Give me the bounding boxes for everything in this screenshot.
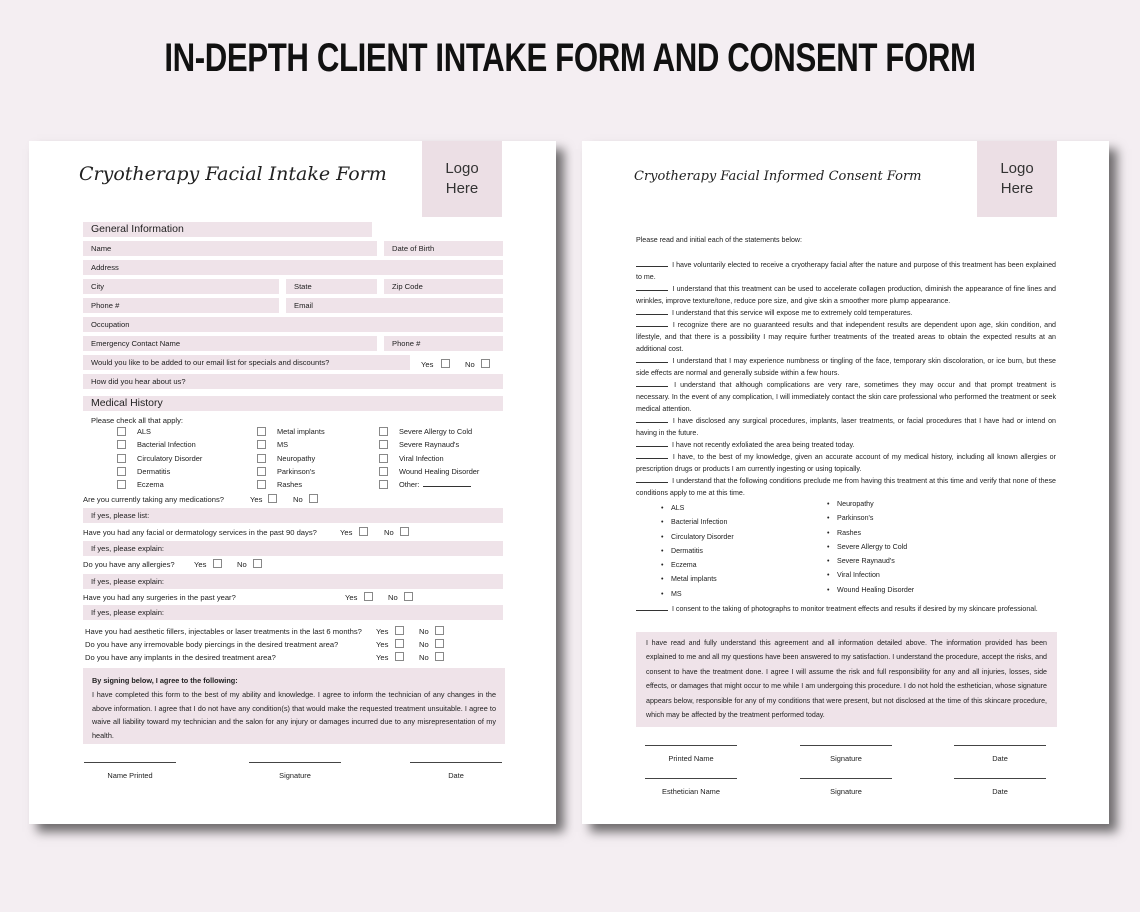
initial-line[interactable] xyxy=(636,259,668,267)
initial-line[interactable] xyxy=(636,319,668,327)
intake-form-title: Cryotherapy Facial Intake Form xyxy=(79,163,387,185)
client-date-label: Date xyxy=(992,754,1008,763)
surgeries-no-label: No xyxy=(388,593,398,602)
list-item: • Parkinson's xyxy=(837,511,914,525)
initial-line[interactable] xyxy=(636,603,668,611)
consent-statement-10: I understand that the following conditions preclude me from having this treatment at this time and verify that none of these conditions apply to me at this time. xyxy=(636,477,1056,497)
list-item: • Severe Allergy to Cold xyxy=(837,540,914,554)
consent-form-page xyxy=(582,141,1109,824)
services-no-checkbox[interactable] xyxy=(400,527,409,536)
condition-checkbox[interactable] xyxy=(257,480,266,489)
consent-logo-placeholder: Logo Here xyxy=(977,141,1057,217)
condition-checkbox[interactable] xyxy=(379,467,388,476)
initial-line[interactable] xyxy=(636,307,668,315)
allergies-question: Do you have any allergies? xyxy=(83,560,175,569)
signature-label: Signature xyxy=(279,771,311,780)
condition-severe-raynauds[interactable]: Severe Raynaud's xyxy=(399,440,459,449)
fillers-no-label: No xyxy=(419,627,429,636)
list-item: • Eczema xyxy=(671,558,734,572)
city-field[interactable]: City xyxy=(83,279,279,294)
check-all-label: Please check all that apply: xyxy=(91,416,184,425)
allergies-explain-field[interactable]: If yes, please explain: xyxy=(83,574,503,589)
condition-checkbox[interactable] xyxy=(117,454,126,463)
condition-checkbox[interactable] xyxy=(257,454,266,463)
consent-statement-2: I understand that this treatment can be used to accelerate collagen production, diminish the appearance of fine lines and wrinkles, improve texture/tone, reduce pore size, and give skin a smoother more plump appearance. xyxy=(636,285,1056,305)
list-item: • Viral Infection xyxy=(837,568,914,582)
surgeries-yes-label: Yes xyxy=(345,593,358,602)
consent-form-title: Cryotherapy Facial Informed Consent Form xyxy=(634,169,922,184)
allergies-yes-checkbox[interactable] xyxy=(213,559,222,568)
general-information-heading: General Information xyxy=(83,222,372,237)
piercings-no-label: No xyxy=(419,640,429,649)
consent-statement-6: I understand that although complications are very rare, sometimes they may occur and that prompt treatment is necessary. In the event of any complication, I will immediately contact the skin care professional who performed the treatment or seek medical attention. xyxy=(636,381,1056,413)
conditions-list-left xyxy=(671,501,734,601)
esthetician-name-label: Esthetician Name xyxy=(662,787,720,796)
date-label: Date xyxy=(448,771,464,780)
list-item: • Metal implants xyxy=(671,572,734,586)
condition-neuropathy[interactable]: Neuropathy xyxy=(277,454,315,463)
initial-line[interactable] xyxy=(636,355,668,363)
initial-line[interactable] xyxy=(636,415,668,423)
name-printed-line[interactable] xyxy=(84,762,176,763)
zip-field[interactable]: Zip Code xyxy=(384,279,503,294)
services-yes-label: Yes xyxy=(340,528,353,537)
esthetician-name-line[interactable] xyxy=(645,778,737,779)
implants-yes-checkbox[interactable] xyxy=(395,652,404,661)
condition-wound-healing[interactable]: Wound Healing Disorder xyxy=(399,467,479,476)
fillers-yes-checkbox[interactable] xyxy=(395,626,404,635)
condition-checkbox[interactable] xyxy=(379,440,388,449)
allergies-yes-label: Yes xyxy=(194,560,207,569)
address-field[interactable]: Address xyxy=(83,260,503,275)
medications-question: Are you currently taking any medications? xyxy=(83,495,224,504)
list-item: • Rashes xyxy=(837,526,914,540)
initial-line[interactable] xyxy=(636,283,668,291)
list-item: • Dermatitis xyxy=(671,544,734,558)
email-field[interactable]: Email xyxy=(286,298,503,313)
piercings-yes-checkbox[interactable] xyxy=(395,639,404,648)
client-signature-label: Signature xyxy=(830,754,862,763)
condition-checkbox[interactable] xyxy=(117,480,126,489)
email-list-yes-checkbox[interactable] xyxy=(441,359,450,368)
page-headline: IN-DEPTH CLIENT INTAKE FORM AND CONSENT FORM xyxy=(164,36,976,80)
services-explain-field[interactable]: If yes, please explain: xyxy=(83,541,503,556)
initial-line[interactable] xyxy=(636,475,668,483)
consent-statement-1: I have voluntarily elected to receive a cryotherapy facial after the nature and purpose of this treatment has been explained to me. xyxy=(636,261,1056,281)
condition-als[interactable]: ALS xyxy=(137,427,151,436)
hear-about-us-field[interactable]: How did you hear about us? xyxy=(83,374,503,389)
fillers-no-checkbox[interactable] xyxy=(435,626,444,635)
conditions-checklist xyxy=(121,427,541,497)
medications-yes-label: Yes xyxy=(250,495,263,504)
surgeries-no-checkbox[interactable] xyxy=(404,592,413,601)
email-list-question: Would you like to be added to our email list for specials and discounts? xyxy=(83,355,410,370)
fillers-yes-label: Yes xyxy=(376,627,389,636)
list-item: • Severe Raynaud's xyxy=(837,554,914,568)
email-list-no-checkbox[interactable] xyxy=(481,359,490,368)
client-signature-line[interactable] xyxy=(800,745,892,746)
list-item: • Neuropathy xyxy=(837,497,914,511)
agreement-text: I have completed this form to the best of my ability and knowledge. I agree to inform the technician of any changes in the above information. I agree that I do not have any condition(s) that would make the requested treatment unsuitable. I agree to waive all liability toward my technician and the salon for any injury or damages incurred due to any misrepresentation of my health. xyxy=(92,689,496,741)
printed-name-label: Printed Name xyxy=(668,754,714,763)
medications-list-field[interactable]: If yes, please list: xyxy=(83,508,503,523)
services-question: Have you had any facial or dermatology services in the past 90 days? xyxy=(83,528,317,537)
condition-checkbox[interactable] xyxy=(117,467,126,476)
initial-line[interactable] xyxy=(636,379,668,387)
consent-statement-7: I have disclosed any surgical procedures, implants, laser treatments, or facial procedures that I have had or intend on having in the future. xyxy=(636,417,1056,437)
services-yes-checkbox[interactable] xyxy=(359,527,368,536)
list-item: • ALS xyxy=(671,501,734,515)
services-no-label: No xyxy=(384,528,394,537)
list-item: • MS xyxy=(671,587,734,601)
esthetician-signature-line[interactable] xyxy=(800,778,892,779)
emergency-contact-field[interactable]: Emergency Contact Name xyxy=(83,336,377,351)
other-condition-line[interactable] xyxy=(423,486,471,487)
medical-history-heading: Medical History xyxy=(83,396,503,411)
surgeries-explain-field[interactable]: If yes, please explain: xyxy=(83,605,503,620)
name-printed-label: Name Printed xyxy=(107,771,153,780)
dob-field[interactable]: Date of Birth xyxy=(384,241,503,256)
surgeries-question: Have you had any surgeries in the past year? xyxy=(83,593,236,602)
consent-statement-9: I have, to the best of my knowledge, given an accurate account of my medical history, including all known allergies or prescription drugs or products I am currently ingesting or using topically. xyxy=(636,453,1056,473)
esthetician-date-label: Date xyxy=(992,787,1008,796)
list-item: • Bacterial Infection xyxy=(671,515,734,529)
initial-line[interactable] xyxy=(636,451,668,459)
condition-severe-allergy-cold[interactable]: Severe Allergy to Cold xyxy=(399,427,472,436)
signature-line[interactable] xyxy=(249,762,341,763)
condition-checkbox[interactable] xyxy=(257,440,266,449)
occupation-field[interactable]: Occupation xyxy=(83,317,503,332)
condition-parkinsons[interactable]: Parkinson's xyxy=(277,467,315,476)
email-list-yes-label: Yes xyxy=(421,360,434,369)
conditions-list-right xyxy=(837,497,914,597)
consent-intro: Please read and initial each of the statements below: xyxy=(636,236,803,244)
condition-checkbox[interactable] xyxy=(117,440,126,449)
condition-rashes[interactable]: Rashes xyxy=(277,480,302,489)
consent-acknowledgement-box: I have read and fully understand this agreement and all information detailed above. The information provided has been explained to me and all my questions have been answered to my satisfaction. I understand the procedure, accept the risks, and consent to have the treatment done. I agree I will assume the risk and full responsibility for any and all injuries, losses, side effects, or damages that might occur to me while I am undergoing this procedure. I do not hold the esthetician, whose signature appears below, responsible for any of my conditions that were present, but not disclosed at the time of this skincare procedure, which may be affected by the treatment performed today. xyxy=(636,632,1057,727)
intake-logo-placeholder: Logo Here xyxy=(422,141,502,217)
esthetician-signature-label: Signature xyxy=(830,787,862,796)
condition-checkbox[interactable] xyxy=(379,427,388,436)
list-item: • Circulatory Disorder xyxy=(671,530,734,544)
condition-metal-implants[interactable]: Metal implants xyxy=(277,427,325,436)
piercings-question: Do you have any irremovable body piercings in the desired treatment area? xyxy=(85,640,339,649)
emergency-phone-field[interactable]: Phone # xyxy=(384,336,503,351)
implants-no-label: No xyxy=(419,653,429,662)
agreement-heading: By signing below, I agree to the following: xyxy=(92,676,238,685)
state-field[interactable]: State xyxy=(286,279,377,294)
list-item: • Wound Healing Disorder xyxy=(837,583,914,597)
condition-checkbox[interactable] xyxy=(117,427,126,436)
fillers-question: Have you had aesthetic fillers, injectables or laser treatments in the last 6 months? xyxy=(85,627,362,636)
printed-name-line[interactable] xyxy=(645,745,737,746)
intake-agreement-box xyxy=(83,668,505,744)
intake-form-page xyxy=(29,141,556,824)
consent-statement-8: I have not recently exfoliated the area being treated today. xyxy=(636,439,1056,451)
medications-no-checkbox[interactable] xyxy=(309,494,318,503)
date-line[interactable] xyxy=(410,762,502,763)
implants-yes-label: Yes xyxy=(376,653,389,662)
condition-circulatory-disorder[interactable]: Circulatory Disorder xyxy=(137,454,202,463)
piercings-no-checkbox[interactable] xyxy=(435,639,444,648)
medications-yes-checkbox[interactable] xyxy=(268,494,277,503)
name-field[interactable]: Name xyxy=(83,241,377,256)
condition-checkbox[interactable] xyxy=(379,480,388,489)
esthetician-date-line[interactable] xyxy=(954,778,1046,779)
consent-statement-5: I understand that I may experience numbness or tingling of the face, temporary skin discoloration, or ice burn, but these side effects are normal and generally subside within a few hours. xyxy=(636,357,1056,377)
consent-statement-4: I recognize there are no guaranteed results and that independent results are dependent upon age, skin condition, and lifestyle, and that there is a possibility I may require further treatments of the treated areas to obtain the expected results at an additional cost. xyxy=(636,321,1056,353)
condition-checkbox[interactable] xyxy=(257,427,266,436)
allergies-no-label: No xyxy=(237,560,247,569)
implants-no-checkbox[interactable] xyxy=(435,652,444,661)
phone-field[interactable]: Phone # xyxy=(83,298,279,313)
medications-no-label: No xyxy=(293,495,303,504)
surgeries-yes-checkbox[interactable] xyxy=(364,592,373,601)
condition-checkbox[interactable] xyxy=(257,467,266,476)
condition-other[interactable]: Other: xyxy=(399,480,471,489)
consent-statement-3: I understand that this service will expose me to extremely cold temperatures. xyxy=(636,307,1056,319)
implants-question: Do you have any implants in the desired treatment area? xyxy=(85,653,276,662)
condition-dermatitis[interactable]: Dermatitis xyxy=(137,467,170,476)
client-date-line[interactable] xyxy=(954,745,1046,746)
piercings-yes-label: Yes xyxy=(376,640,389,649)
condition-eczema[interactable]: Eczema xyxy=(137,480,164,489)
allergies-no-checkbox[interactable] xyxy=(253,559,262,568)
initial-line[interactable] xyxy=(636,439,668,447)
email-list-no-label: No xyxy=(465,360,475,369)
condition-bacterial-infection[interactable]: Bacterial Infection xyxy=(137,440,196,449)
photo-consent-statement: I consent to the taking of photographs to monitor treatment effects and results if desired by my skincare professional. xyxy=(636,603,1056,615)
condition-checkbox[interactable] xyxy=(379,454,388,463)
condition-ms[interactable]: MS xyxy=(277,440,288,449)
condition-viral-infection[interactable]: Viral Infection xyxy=(399,454,444,463)
